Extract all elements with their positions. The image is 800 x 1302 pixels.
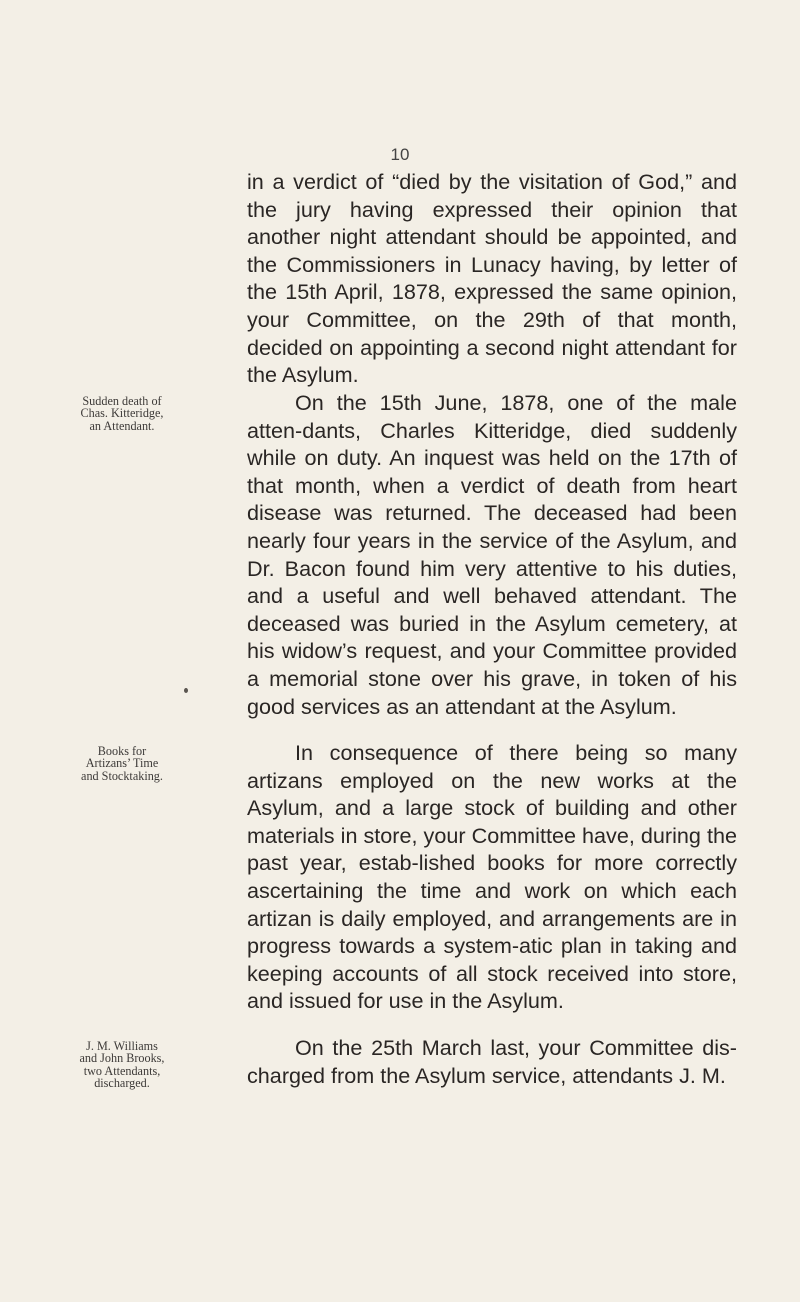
- margin-note-line: Artizans’ Time: [85, 756, 159, 771]
- paragraph-text: in a verdict of “died by the visitation of God,” and the jury having expressed their opinion that another night attendant should be appointed, and the Commissioners in Lunacy having, by letter of the 15th April, 1878, expressed the same opinion, your Committee, on the 29th of that month, decided on appointing a second night attendant for the Asylum.: [247, 169, 737, 388]
- paragraph-kitteridge-death: [247, 389, 737, 720]
- margin-note-line: an Attendant.: [89, 418, 155, 433]
- paragraph-text: On the 15th June, 1878, one of the male atten-dants, Charles Kitteridge, died suddenly while on duty. An inquest was held on the 17th of that month, when a verdict of death from heart disease was returned. The deceased had been nearly four years in the service of the Asylum, and Dr. Bacon found him very attentive to his duties, and a useful and well behaved attendant. The deceased was buried in the Asylum cemetery, at his widow’s request, and your Committee provided a memorial stone over his grave, in token of his good services as an attendant at the Asylum.: [247, 390, 737, 719]
- paragraph-verdict-continuation: [247, 168, 737, 389]
- paragraph-text: In consequence of there being so many artizans employed on the new works at the Asylum, and a large stock of building and other materials in store, your Committee have, during the past year, estab-lished books for more correctly ascertaining the time and work on which each artizan is daily employed, and arrangements are in progress towards a system-atic plan in taking and keeping accounts of all stock received into store, and issued for use in the Asylum.: [247, 740, 737, 1014]
- page-number: 10: [390, 145, 410, 164]
- margin-note-line: J. M. Williams: [86, 1039, 158, 1053]
- margin-note-line: and John Brooks,: [79, 1051, 165, 1066]
- margin-note-books: [68, 745, 176, 782]
- ink-speck: [184, 688, 188, 693]
- margin-note-line: discharged.: [94, 1076, 150, 1091]
- margin-note-line: and Stocktaking.: [81, 768, 163, 783]
- margin-note-line: Chas. Kitteridge,: [80, 406, 164, 421]
- margin-note-line: Books for: [97, 744, 147, 758]
- margin-note-discharged: [68, 1040, 176, 1090]
- margin-note-line: Sudden death of: [82, 394, 162, 408]
- margin-note-line: two Attendants,: [83, 1063, 161, 1078]
- paragraph-attendants-discharged: [247, 1034, 737, 1089]
- paragraph-text: On the 25th March last, your Committee dis-charged from the Asylum service, attendants J. M.: [247, 1035, 737, 1088]
- margin-note-kitteridge: [68, 395, 176, 432]
- paragraph-books-stocktaking: [247, 739, 737, 1015]
